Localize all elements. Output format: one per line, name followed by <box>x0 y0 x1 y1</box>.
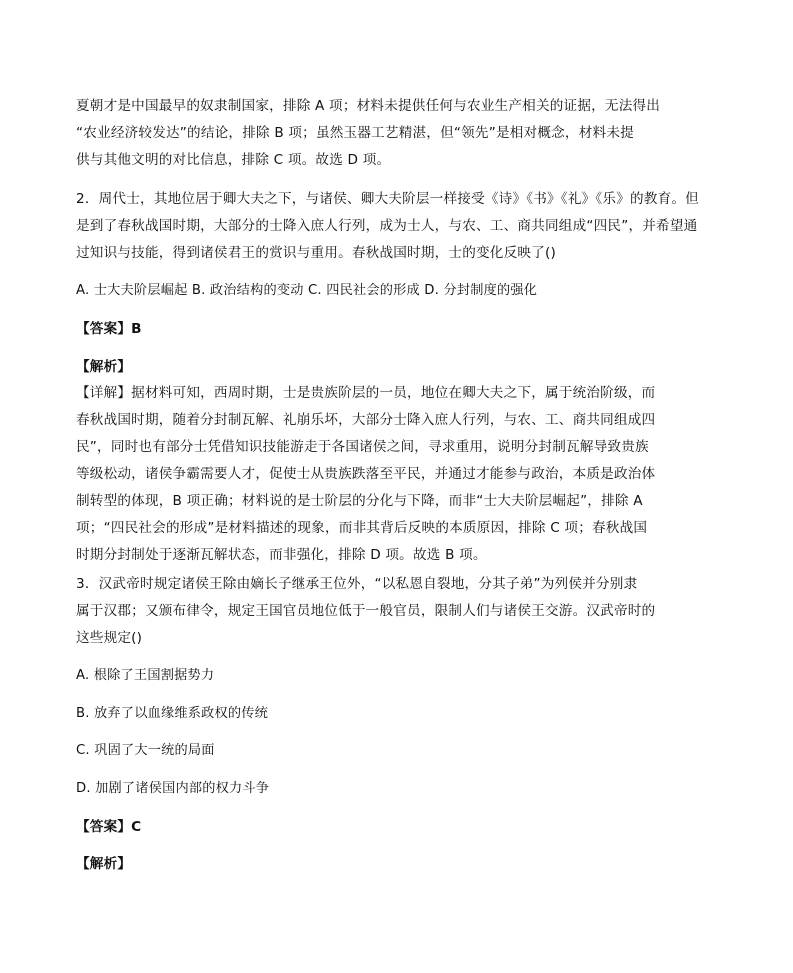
answer-label: 【答案】C <box>76 819 142 835</box>
question-stem-line: 是到了春秋战国时期，大部分的士降入庶人行列，成为士人，与农、工、商共同组成“四民”，并希望通 <box>76 218 698 234</box>
analysis-label: 【解析】 <box>76 359 132 375</box>
explanation-line: 时期分封制处于逐渐瓦解状态，而非强化，排除 D 项。故选 B 项。 <box>76 547 487 563</box>
question-stem-line: 属于汉郡；又颁布律令，规定王国官员地位低于一般官员，限制人们与诸侯王交游。汉武帝时的 <box>76 603 656 619</box>
explanation-line: 民”，同时也有部分士凭借知识技能游走于各国诸侯之间，寻求重用，说明分封制瓦解导致贵族 <box>76 439 649 455</box>
explanation-line: 制转型的体现，B 项正确；材料说的是士阶层的分化与下降，而非“士大夫阶层崛起”，排除 A <box>76 493 643 509</box>
question-stem-line: 过知识与技能，得到诸侯君王的赏识与重用。春秋战国时期，士的变化反映了() <box>76 245 556 261</box>
text-line: 夏朝才是中国最早的奴隶制国家，排除 A 项；材料未提供任何与农业生产相关的证据，无法得出 <box>76 98 661 114</box>
explanation-line: 项；“四民社会的形成”是材料描述的现象，而非其背后反映的本质原因，排除 C 项；春秋战国 <box>76 520 648 536</box>
question-stem-line: 2．周代士，其地位居于卿大夫之下，与诸侯、卿大夫阶层一样接受《诗》《书》《礼》《乐》的教育。但 <box>76 191 699 207</box>
explanation-line: 春秋战国时期，随着分封制瓦解、礼崩乐坏，大部分士降入庶人行列，与农、工、商共同组成四 <box>76 412 656 428</box>
text-line: “农业经济较发达”的结论，排除 B 项；虽然玉器工艺精湛，但“领先”是相对概念，材料未提 <box>76 125 634 141</box>
analysis-label: 【解析】 <box>76 856 132 872</box>
text-line: 供与其他文明的对比信息，排除 C 项。故选 D 项。 <box>76 152 391 168</box>
option-a: A. 根除了王国割据势力 <box>76 668 215 683</box>
option-b: B. 放弃了以血缘维系政权的传统 <box>76 706 269 721</box>
answer-label: 【答案】B <box>76 321 142 337</box>
question-stem-line: 这些规定() <box>76 630 143 646</box>
option-d: D. 加剧了诸侯国内部的权力斗争 <box>76 781 270 796</box>
option-c: C. 巩固了大一统的局面 <box>76 743 215 758</box>
question-options: A. 士大夫阶层崛起 B. 政治结构的变动 C. 四民社会的形成 D. 分封制度的强化 <box>76 283 538 298</box>
explanation-line: 等级松动，诸侯争霸需要人才，促使士从贵族跌落至平民，并通过才能参与政治，本质是政治体 <box>76 466 656 482</box>
question-stem-line: 3．汉武帝时规定诸侯王除由嫡长子继承王位外，“以私恩自裂地，分其子弟”为列侯并分别隶 <box>76 576 638 592</box>
explanation-line: 【详解】据材料可知，西周时期，士是贵族阶层的一员，地位在卿大夫之下，属于统治阶级，而 <box>76 385 656 401</box>
